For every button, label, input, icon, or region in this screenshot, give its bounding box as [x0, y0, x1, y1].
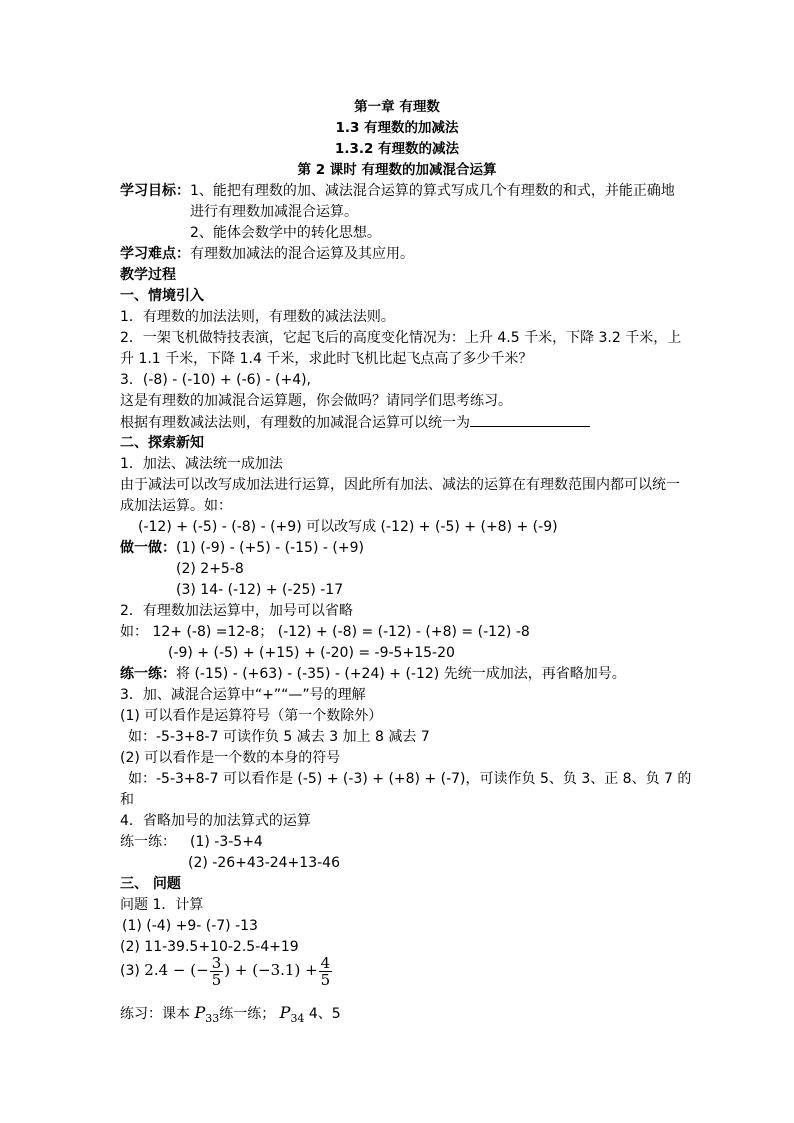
question-2: (2) 11-39.5+10-2.5-4+19 — [120, 939, 299, 955]
part1-title: 一、情境引入 — [120, 288, 204, 304]
question-3-part-a: 2.4 − (− — [144, 961, 209, 979]
s4-label: 练一练： — [120, 834, 176, 850]
try-label: 做一做： — [120, 540, 176, 556]
page-ref-34 — [279, 1003, 305, 1026]
s4-title: 4．省略加号的加法算式的运算 — [120, 813, 311, 829]
try-item1: (1) (-9) - (+5) - (-15) - (+9) — [176, 540, 364, 556]
s2-example1: 如： 12+ (-8) =12-8； (-12) + (-8) = (-12) - (+8) = (-12) -8 — [120, 624, 530, 640]
question-3-label: (3) — [120, 963, 140, 979]
difficulty-text: 有理数加减法的混合运算及其应用。 — [190, 246, 414, 262]
s1-line1: 由于减法可以改写成加法进行运算，因此所有加法、减法的运算在有理数范围内都可以统一 — [120, 477, 680, 493]
exercise-tail: 4、5 — [308, 1006, 341, 1022]
question-1: (1) (-4) +9- (-7) -13 — [122, 918, 258, 934]
practice-text: 将 (-15) - (+63) - (-35) - (+24) + (-12) 先统一成加法，再省略加号。 — [176, 666, 626, 682]
fraction-2-denominator: 5 — [320, 970, 331, 989]
s3-point1-example: 如：-5-3+8-7 可读作负 5 减去 3 加上 8 减去 7 — [128, 729, 430, 745]
s3-point2-example-cont: 和 — [120, 792, 134, 808]
difficulty-line — [120, 244, 414, 264]
question-3 — [120, 950, 333, 990]
s4-line1 — [120, 832, 263, 852]
s3-point2: (2) 可以看作是一个数的本身的符号 — [120, 750, 341, 766]
part1-line5 — [120, 412, 590, 432]
s2-title: 2．有理数加法运算中，加号可以省略 — [120, 603, 353, 619]
try-line1 — [120, 538, 364, 558]
part1-line3: 3．(-8) - (-10) + (-6) - (+4), — [120, 372, 312, 388]
answer-blank — [470, 412, 590, 427]
part1-line5-text: 根据有理数减法法则，有理数的加减混合运算可以统一为 — [120, 415, 470, 431]
s3-point1: (1) 可以看作是运算符号（第一个数除外） — [120, 708, 383, 724]
try-item2: (2) 2+5-8 — [176, 561, 244, 577]
objectives-line1 — [120, 181, 675, 201]
objectives-label: 学习目标： — [120, 183, 190, 199]
part1-line2a: 2．一架飞机做特技表演，它起飞后的高度变化情况为：上升 4.5 千米，下降 3.2 千米，上 — [120, 330, 682, 346]
page-ref-34-p: P — [279, 1003, 291, 1022]
section-title: 1.3 有理数的加减法 — [335, 120, 459, 136]
exercise-mid: 练一练； — [219, 1006, 276, 1022]
page-ref-33-p: P — [194, 1003, 206, 1022]
fraction-1-numerator: 3 — [211, 953, 222, 972]
s1-title: 1．加法、减法统一成加法 — [120, 456, 283, 472]
part1-line4: 这是有理数的加减混合运算题，你会做吗？请同学们思考练习。 — [120, 393, 512, 409]
question-title: 问题 1．计算 — [120, 897, 204, 913]
objective-item2: 2、能体会数学中的转化思想。 — [190, 225, 381, 241]
page-ref-33 — [194, 1003, 220, 1026]
lesson-title: 第 2 课时 有理数的加减混合运算 — [297, 162, 497, 178]
s3-title: 3．加、减混合运算中“+”“—”号的理解 — [120, 687, 366, 703]
fraction-three-fifths — [210, 955, 224, 988]
s4-item2: (2) -26+43-24+13-46 — [188, 855, 340, 871]
part3-title: 三、 问题 — [120, 876, 181, 892]
part1-line2b: 升 1.1 千米，下降 1.4 千米，求此时飞机比起飞点高了多少千米？ — [120, 351, 533, 367]
chapter-title: 第一章 有理数 — [354, 99, 440, 115]
objective-item1-cont: 进行有理数加减混合运算。 — [190, 204, 358, 220]
fraction-1-denominator: 5 — [211, 970, 222, 989]
practice-label: 练一练： — [120, 666, 176, 682]
part2-title: 二、探索新知 — [120, 435, 204, 451]
s3-point2-example: 如：-5-3+8-7 可以看作是 (-5) + (-3) + (+8) + (-7)，可读作负 5、负 3、正 8、负 7 的 — [128, 771, 692, 787]
page-ref-33-num: 33 — [205, 1012, 220, 1026]
process-title: 教学过程 — [120, 267, 176, 283]
difficulty-label: 学习难点： — [120, 246, 190, 262]
part1-line1: 1．有理数的加法法则，有理数的减法法则。 — [120, 309, 395, 325]
subsection-title: 1.3.2 有理数的减法 — [334, 141, 460, 157]
objective-item1: 1、能把有理数的加、减法混合运算的算式写成几个有理数的和式，并能正确地 — [190, 183, 675, 199]
exercise-label: 练习：课本 — [120, 1006, 190, 1022]
fraction-2-numerator: 4 — [320, 953, 331, 972]
page-ref-34-num: 34 — [290, 1012, 305, 1026]
s1-example: (-12) + (-5) - (-8) - (+9) 可以改写成 (-12) + (-5) + (+8) + (-9) — [138, 519, 558, 535]
practice-line — [120, 664, 626, 684]
question-3-part-b: ) + (−3.1) + — [224, 961, 318, 979]
fraction-four-fifths — [319, 955, 333, 988]
s4-item1: (1) -3-5+4 — [190, 834, 263, 850]
s2-example2: (-9) + (-5) + (+15) + (-20) = -9-5+15-20 — [168, 645, 455, 661]
exercise-line — [120, 1002, 341, 1024]
s1-line2: 成加法运算。如： — [120, 498, 232, 514]
try-item3: (3) 14- (-12) + (-25) -17 — [176, 582, 344, 598]
